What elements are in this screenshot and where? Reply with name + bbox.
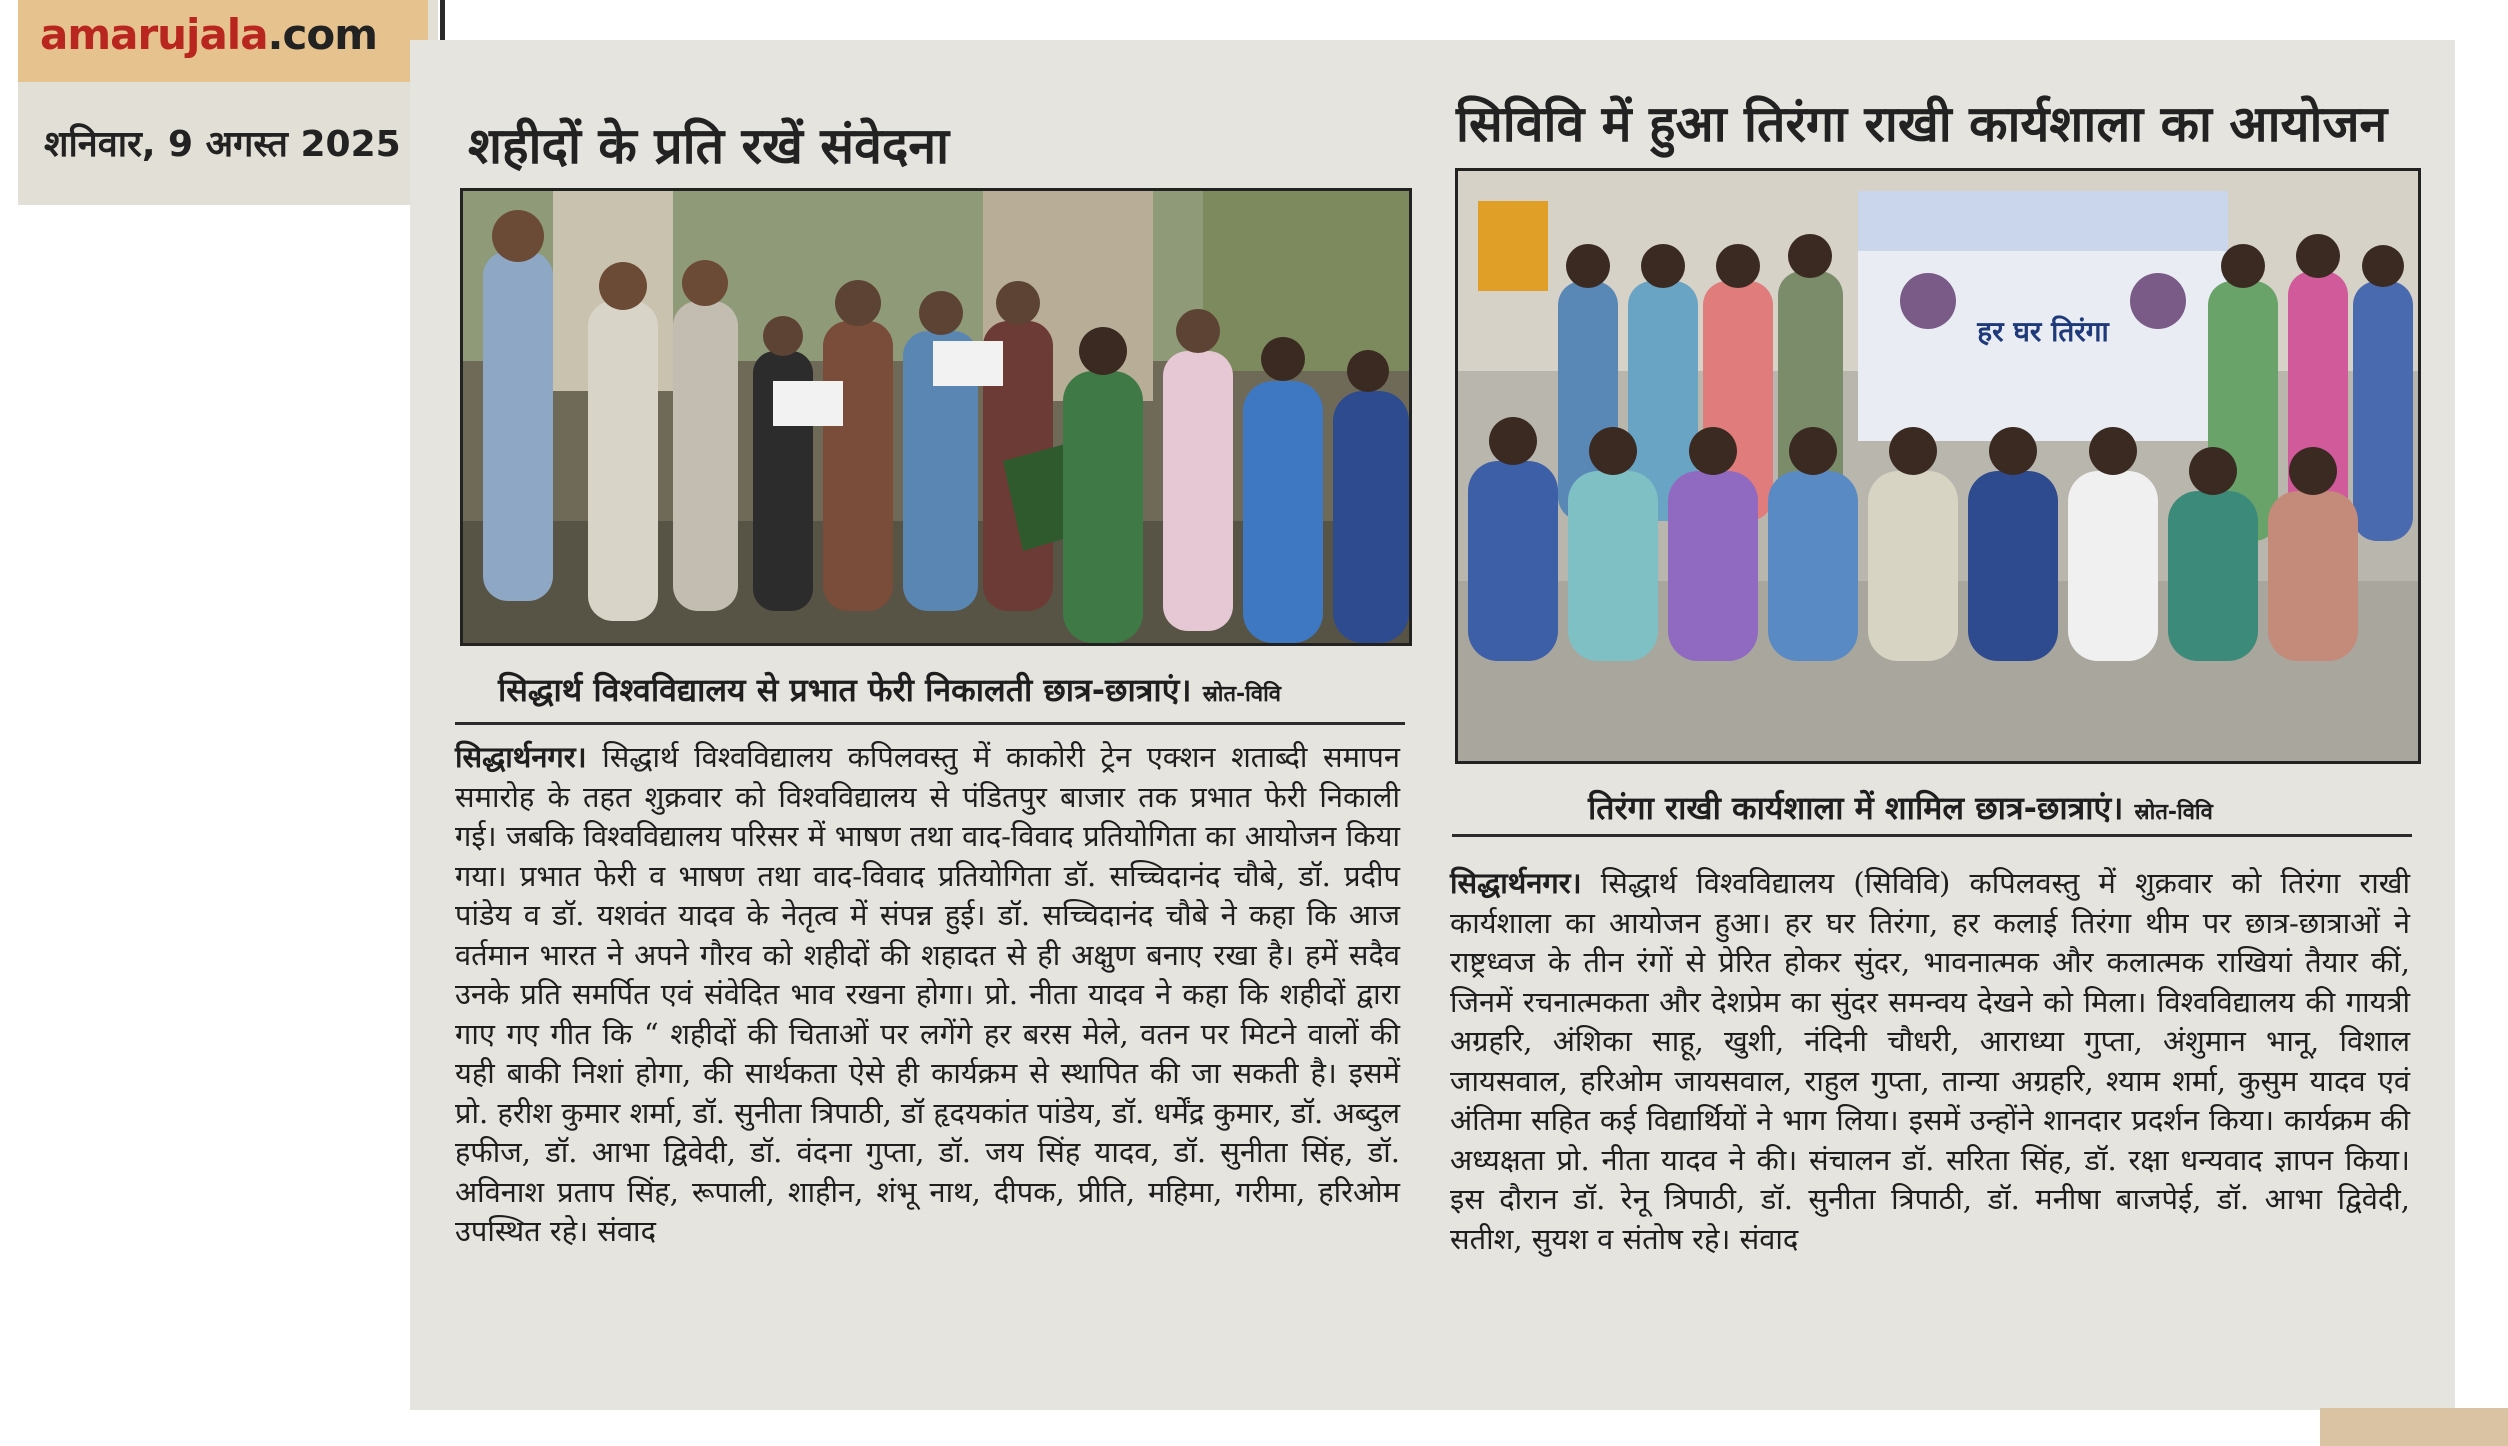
right-photo-caption: [1588, 786, 2213, 829]
left-article-body: [455, 738, 1400, 1252]
left-photo-caption: [498, 668, 1281, 711]
right-article-body: [1450, 864, 2410, 1259]
left-caption-rule: [455, 722, 1405, 725]
logo-brand: amarujala: [40, 10, 268, 59]
publication-date: शनिवार, 9 अगस्त 2025: [44, 124, 401, 165]
right-article-photo: [1455, 168, 2421, 764]
workshop-photo-illustration: [1458, 171, 2418, 761]
masthead: [18, 0, 438, 205]
amarujala-logo: [40, 10, 377, 59]
left-headline: शहीदों के प्रति रखें संवेदना: [468, 117, 950, 175]
right-caption-rule: [1452, 834, 2412, 837]
left-caption-source: स्रोत-विवि: [1202, 682, 1282, 707]
right-caption-text: तिरंगा राखी कार्यशाला में शामिल छात्र-छात्राएं।: [1588, 789, 2124, 827]
right-headline: सिविवि में हुआ तिरंगा राखी कार्यशाला का आयोजन: [1456, 95, 2388, 153]
right-body-text: सिद्धार्थ विश्वविद्यालय (सिविवि) कपिलवस्तु में शुक्रवार को तिरंगा राखी कार्यशाला का आयोजन हुआ। हर घर तिरंगा, हर कलाई तिरंगा थीम पर छात्र-छात्राओं ने राष्ट्रध्वज के तीन रंगों से प्रेरित होकर सुंदर, भावनात्मक और कलात्मक राखियां तैयार कीं, जिनमें रचनात्मकता और देशप्रेम का सुंदर समन्वय देखने को मिला। विश्वविद्यालय की गायत्री अग्रहरि, अंशिका साहू, खुशी, नंदिनी चौधरी, आराध्या गुप्ता, अंशुमान भानू, विशाल जायसवाल, हरिओम जायसवाल, राहुल गुप्ता, तान्या अग्रहरि, श्याम शर्मा, कुसुम यादव एवं अंतिमा सहित कई विद्यार्थियों ने भाग लिया। इसमें उन्होंने शानदार प्रदर्शन किया। कार्यक्रम की अध्यक्षता प्रो. नीता यादव ने की। संचालन डॉ. सरिता सिंह, डॉ. रक्षा धन्यवाद ज्ञापन किया। इस दौरान डॉ. रेनू त्रिपाठी, डॉ. सुनीता त्रिपाठी, डॉ. मनीषा बाजपेई, डॉ. आभा द्विवेदी, सतीश, सुयश व संतोष रहे। संवाद: [1450, 866, 2410, 1256]
right-dateline: सिद्धार्थनगर।: [1450, 866, 1582, 900]
logo-domain: .com: [267, 10, 378, 59]
adjacent-page-edge: [2320, 1408, 2508, 1446]
left-body-text: सिद्धार्थ विश्वविद्यालय कपिलवस्तु में काकोरी ट्रेन एक्शन शताब्दी समापन समारोह के तहत शुक्रवार को विश्वविद्यालय से पंडितपुर बाजार तक प्रभात फेरी निकाली गई। जबकि विश्वविद्यालय परिसर में भाषण तथा वाद-विवाद प्रतियोगिता का आयोजन किया गया। प्रभात फेरी व भाषण तथा वाद-विवाद प्रतियोगिता डॉ. सच्चिदानंद चौबे, डॉ. प्रदीप पांडेय व डॉ. यशवंत यादव के नेतृत्व में संपन्न हुई। डॉ. सच्चिदानंद चौबे ने कहा कि आज वर्तमान भारत ने अपने गौरव को शहीदों की शहादत से ही अक्षुण बनाए रखा है। हमें सदैव उनके प्रति समर्पित एवं संवेदित भाव रखना होगा। प्रो. नीता यादव ने कहा कि शहीदों द्वारा गाए गए गीत कि “ शहीदों की चिताओं पर लगेंगे हर बरस मेले, वतन पर मिटने वालों की यही बाकी निशां होगा, की सार्थकता ऐसे ही कार्यक्रम से स्थापित की जा सकती है। इसमें प्रो. हरीश कुमार शर्मा, डॉ. सुनीता त्रिपाठी, डॉ हृदयकांत पांडेय, डॉ. धर्मेंद्र कुमार, डॉ. अब्दुल हफीज, डॉ. आभा द्विवेदी, डॉ. वंदना गुप्ता, डॉ. जय सिंह यादव, डॉ. सुनीता सिंह, डॉ. अविनाश प्रताप सिंह, रूपाली, शाहीन, शंभू नाथ, दीपक, प्रीति, महिमा, गरीमा, हरिओम उपस्थित रहे। संवाद: [455, 740, 1401, 1248]
banner-text: हर घर तिरंगा: [1977, 315, 2109, 348]
right-caption-source: स्रोत-विवि: [2134, 800, 2213, 825]
procession-photo-illustration: [463, 191, 1409, 643]
left-caption-text: सिद्धार्थ विश्वविद्यालय से प्रभात फेरी निकालती छात्र-छात्राएं।: [498, 671, 1192, 709]
left-article-photo: [460, 188, 1412, 646]
left-dateline: सिद्धार्थनगर।: [455, 740, 587, 774]
logo-strip: [18, 0, 428, 82]
